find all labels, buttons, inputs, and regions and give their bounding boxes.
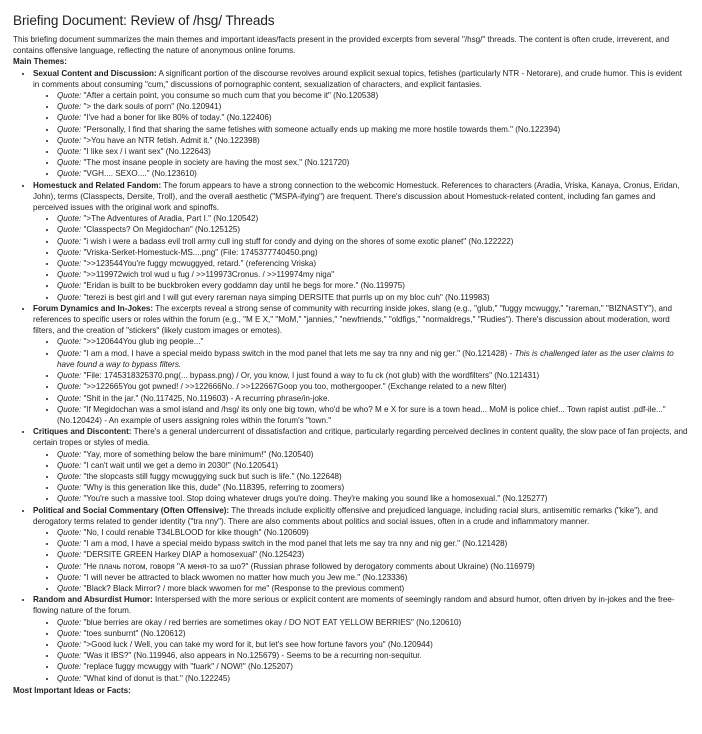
quote-list [33,449,690,505]
quote-item [57,549,690,560]
quote-item [57,449,690,460]
quote-item [57,460,690,471]
quote-text: "I can't wait until we get a demo in 2030!" (No.120541) [81,460,279,470]
quote-item [57,370,690,381]
quote-text: "You're such a massive tool. Stop doing whatever drugs you're doing. They're making you sound like a homosexual." (No.125277) [81,494,548,504]
quote-label: Quote: [57,662,82,672]
quote-label: Quote: [57,583,82,593]
quote-item [57,673,690,684]
quote-text: "Yay, more of something below the bare minimum!" (No.120540) [81,449,314,459]
quote-text: "I've had a boner for like 80% of today." (No.122406) [81,113,272,123]
quote-label: Quote: [57,371,82,381]
quote-text: "What kind of donut is that." (No.122245) [81,673,231,683]
quote-text: ">>122665You got pwned! / >>122666No. / >>122667Goop you too, mothergooper." (Exchange related to a new filter) [81,382,507,392]
quote-text: "replace fuggy mcwuggy with "fuark" / NOW!" (No.125207) [81,662,293,672]
quote-text: ">>123544You're fuggy mcwuggyed, retard." (referencing Vriska) [81,259,317,269]
quote-list [33,527,690,594]
quote-item [57,292,690,303]
quote-item [57,639,690,650]
quote-item [57,135,690,146]
theme-item [33,180,690,303]
quote-item [57,583,690,594]
quote-label: Quote: [57,404,82,414]
theme-name: Political and Social Commentary (Often Offensive): [33,505,230,515]
quote-label: Quote: [57,270,82,280]
quote-item [57,617,690,628]
quote-item [57,404,690,426]
quote-item [57,572,690,583]
quote-list [33,617,690,684]
quote-label: Quote: [57,393,82,403]
quote-text: "Why is this generation like this, dude" (No.118395, referring to zoomers) [81,483,345,493]
quote-label: Quote: [57,124,82,134]
quote-label: Quote: [57,113,82,123]
quote-item [57,146,690,157]
quote-label: Quote: [57,259,82,269]
quote-label: Quote: [57,572,82,582]
quote-label: Quote: [57,673,82,683]
quote-note: - This is challenged later as the user claims to have found a way to bypass filters. [57,348,674,369]
theme-description: The excerpts reveal a strong sense of community with recurring inside jokes, slang (e.g., "glub," "fuggy mcwuggy," "rareman," "BIZNASTY"), and references to specific users or roles within the forum (e.g., "M E X," "MoM," "jannies," "newfriends," "oldfigs," "normaldregs," "Rudies"). There's discussion about moderation, word filters, and the creation of "stickers" (likely custom images or emotes). [33,303,672,336]
quote-text: "Black? Black Mirror? / more black wwomen for me" (Response to the previous comment) [81,583,405,593]
quote-text: "I am a mod, I have a special meido bypass switch in the mod panel that lets me say tra nny and nig ger." (No.121428) [81,348,508,358]
theme-item [33,426,690,504]
quote-label: Quote: [57,169,82,179]
quote-item [57,101,690,112]
quote-item [57,168,690,179]
quote-text: "> the dark souls of porn" (No.120941) [81,102,222,112]
quote-label: Quote: [57,102,82,112]
theme-name: Critiques and Discontent: [33,427,132,437]
quote-text: "I am a mod, I have a special meido bypass switch in the mod panel that lets me say tra nny and nig ger." (No.121428) [81,539,508,549]
quote-item [57,157,690,168]
quote-label: Quote: [57,617,82,627]
quote-text: "If Megidochan was a smol island and /hsg/ its only one big town, who'd be who? M e X for sure is a town head... MoM is police chief... Town rapist autist .pdf-ile..." (No.120424) - An example of users assigning roles within the forum's "town." [57,404,666,425]
quote-item [57,650,690,661]
quote-text: "I like sex / i want sex" (No.122643) [81,147,211,157]
quote-text: "Classpects? On Megidochan" (No.125125) [81,225,241,235]
quote-item [57,393,690,404]
quote-list [33,90,690,180]
quote-label: Quote: [57,651,82,661]
theme-item [33,303,690,426]
theme-name: Homestuck and Related Fandom: [33,180,162,190]
quote-text: "The most insane people in society are having the most sex." (No.121720) [81,158,350,168]
quote-label: Quote: [57,247,82,257]
quote-item [57,661,690,672]
quote-text: ">>119972wich trol wud u fug / >>119973Cronus. / >>119974my niga" [81,270,335,280]
theme-description: A significant portion of the discourse revolves around explicit sexual topics, fetishes (particularly NTR - Netorare), and crude humor. This is evident in comments about consuming "cum," discussions of pornographic content, sexualization of characters, and explicit fantasies. [33,68,682,89]
quote-item [57,561,690,572]
quote-item [57,628,690,639]
quote-label: Quote: [57,639,82,649]
quote-label: Quote: [57,337,82,347]
quote-text: "DERSITE GREEN Harkey DIAP a homosexual" (No.125423) [81,550,305,560]
quote-text: "File: 1745318325370.png(... bypass.png) / Or, you know, I just found a way to fu ck (not glub) with the wordfilters" (No.121431) [81,371,540,381]
next-section-heading: Most Important Ideas or Facts: [13,685,131,695]
quote-text: "I will never be attracted to black wwomen no matter how much you Jew me." (No.123336) [81,572,408,582]
quote-label: Quote: [57,292,82,302]
quote-text: "Was it IBS?" (No.119946, also appears in No.125679) - Seems to be a recurring non-sequitur. [81,651,422,661]
quote-text: "Не плачь потом, говоря "А меня-то за шо?" (Russian phrase followed by derogatory comments about Ukraine) (No.116979) [81,561,535,571]
quote-text: "terezi is best girl and I will gut every rareman naya simping DERSITE that purrls up on my bloc cuh" (No.119983) [81,292,490,302]
quote-label: Quote: [57,91,82,101]
quote-text: "No, I could renable T34LBLOOD for kike though" (No.120609) [81,527,309,537]
theme-name: Forum Dynamics and In-Jokes: [33,303,154,313]
quote-item [57,236,690,247]
quote-item [57,527,690,538]
theme-name: Random and Absurdist Humor: [33,595,153,605]
quote-item [57,336,690,347]
quote-item [57,493,690,504]
theme-item [33,505,690,595]
quote-item [57,471,690,482]
quote-item [57,269,690,280]
document-title: Briefing Document: Review of /hsg/ Threads [13,13,275,28]
quote-item [57,247,690,258]
quote-item [57,213,690,224]
quote-label: Quote: [57,483,82,493]
quote-text: "blue berries are okay / red berries are sometimes okay / DO NOT EAT YELLOW BERRIES" (No.120610) [81,617,462,627]
quote-text: ">The Adventures of Aradia, Part I." (No.120542) [81,214,259,224]
quote-text: ">Good luck / Well, you can take my word for it, but let's see how fortune favors you" (No.120944) [81,639,433,649]
quote-label: Quote: [57,449,82,459]
quote-item [57,124,690,135]
intro-paragraph: This briefing document summarizes the main themes and important ideas/facts present in the provided excerpts from several "/hsg/" threads. The content is often crude, irreverent, and contains offensive language, reflecting the nature of anonymous online forums. [13,35,670,56]
quote-label: Quote: [57,214,82,224]
quote-item [57,280,690,291]
quote-label: Quote: [57,471,82,481]
quote-label: Quote: [57,494,82,504]
quote-text: "After a certain point, you consume so much cum that you become it" (No.120538) [81,91,379,101]
quote-label: Quote: [57,561,82,571]
quote-item [57,258,690,269]
quote-label: Quote: [57,527,82,537]
quote-label: Quote: [57,539,82,549]
quote-item [57,112,690,123]
quote-item [57,482,690,493]
themes-list [13,68,690,684]
quote-text: "Eridan is built to be buckbroken every goddamn day until he begs for more." (No.119975) [81,281,405,291]
theme-name: Sexual Content and Discussion: [33,68,157,78]
quote-list [33,336,690,426]
main-themes-heading: Main Themes: [13,57,67,67]
theme-description: The threads include explicitly offensive and prejudiced language, including racial slurs, antisemitic remarks ("kike"), and derogatory terms related to gender identity ("tra nny"). There are also comments about politics and social issues, often in a crude and inflammatory manner. [33,505,658,526]
quote-label: Quote: [57,225,82,235]
theme-description: The forum appears to have a strong connection to the webcomic Homestuck. References to characters (Aradia, Vriska, Kanaya, Cronus, Eridan, John), terms (Classpects, Dersite, Troll), and the overall aesthetic ("MSPA-ifying") are frequent. There's discussion about Homestuck-related content, including fan games and perceived issues with the original work and spinoffs. [33,180,680,213]
quote-text: "Shit in the jar." (No.117425, No.119603) - A recurring phrase/in-joke. [81,393,330,403]
quote-text: "Personally, I find that sharing the same fetishes with someone actually ends up making me more hostile towards them." (No.122394) [81,124,561,134]
quote-label: Quote: [57,236,82,246]
quote-label: Quote: [57,348,82,358]
quote-text: ">>120644You glub ing people..." [81,337,204,347]
quote-text: "VGH.... SEXO...." (No.123610) [81,169,197,179]
quote-item [57,90,690,101]
quote-text: ">You have an NTR fetish. Admit it." (No.122398) [81,135,260,145]
quote-text: "the slopcasts still fuggy mcwuggying suck but such is life." (No.122648) [81,471,342,481]
quote-label: Quote: [57,158,82,168]
quote-text: "Vriska-Serket-Homestuck-MS....png" (File: 1745377740450.png) [81,247,318,257]
quote-label: Quote: [57,135,82,145]
theme-item [33,68,690,180]
quote-label: Quote: [57,147,82,157]
quote-label: Quote: [57,460,82,470]
theme-description: Interspersed with the more serious or explicit content are moments of seemingly random and absurd humor, often driven by in-jokes and the free-flowing nature of the forum. [33,595,675,616]
quote-item [57,381,690,392]
quote-label: Quote: [57,382,82,392]
quote-item [57,224,690,235]
quote-label: Quote: [57,550,82,560]
quote-item [57,348,690,370]
quote-list [33,213,690,303]
quote-item [57,538,690,549]
theme-description: There's a general undercurrent of dissatisfaction and critique, particularly regarding perceived declines in content quality, the slow pace of fan projects, and certain tropes or styles of media. [33,427,688,448]
quote-label: Quote: [57,281,82,291]
quote-text: "toes sunburnt" (No.120612) [81,628,186,638]
quote-label: Quote: [57,628,82,638]
quote-text: "i wish i were a badass evil troll army cull ing stuff for condy and dying on the shores of some exotic planet" (No.122222) [81,236,514,246]
theme-item [33,594,690,684]
